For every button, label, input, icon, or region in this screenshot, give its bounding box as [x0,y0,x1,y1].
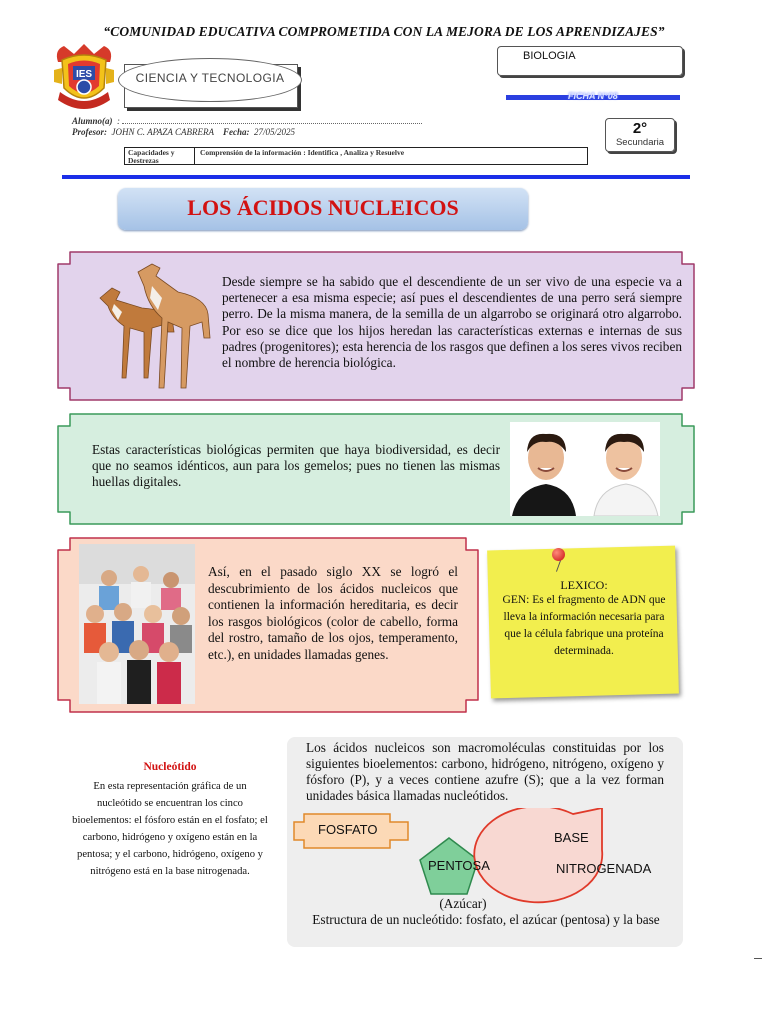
skills-header: Capacidades y Destrezas [125,148,195,164]
skills-table [124,147,588,165]
school-motto: “COMUNIDAD EDUCATIVA COMPROMETIDA CON LA MEJORA DE LOS APRENDIZAJES” [103,24,665,39]
alumno-value: : [117,116,121,126]
diversity-panel [56,412,696,526]
heredity-panel [56,250,696,402]
skills-value: Comprensión de la información : Identifica , Analiza y Resuelve [200,148,405,157]
area-label: CIENCIA Y TECNOLOGIA [118,58,302,102]
logo-letters: IES [75,69,93,80]
diversity-text: Estas características biológicas permiten que haya biodiversidad, es decir que no seamos idénticos, aun para los gemelos; pues no tienen las mismas huellas digitales. [92,442,500,490]
nucleotide-title: Nucleótido [143,761,197,773]
lexicon-definition: GEN: Es el fragmento de ADN que lleva la información necesaria para que la célula fabrique una proteína determinada. [502,594,666,657]
fecha-label: Fecha: [223,127,250,137]
lexicon-title: LEXICO: [560,578,608,592]
push-pin-icon [552,548,565,561]
grade-box [605,118,675,152]
lexicon-content [500,578,668,660]
profesor-row [72,127,512,138]
page-edge-mark [754,958,762,959]
discovery-panel [56,536,480,714]
phosphate-label: FOSFATO [318,822,378,837]
alumno-blank-line[interactable] [122,116,422,124]
profesor-name: JOHN C. APAZA CABRERA [111,127,214,137]
student-info [72,116,512,138]
subject-label: BIOLOGIA [497,46,683,76]
base-label-line1: BASE [554,830,589,845]
heredity-text: Desde siempre se ha sabido que el descendiente de un ser vivo de una especie va a pertenecer a esa misma especie; así pues el descendientes de una perro será siempre perro. De la misma manera, de la semilla de un algarrobo se originará otro algarrobo. Por eso se dice que los hijos heredan las características externas e internas de sus padres (progenitores); esta herencia de los rasgos que definen a los seres vivos reciben el nombre de herencia biológica. [222,274,682,371]
profesor-label: Profesor: [72,127,107,137]
grade-number: 2° [632,120,648,137]
nucleotide-diagram [290,808,680,904]
ficha-label: FICHA N°08 [568,91,618,101]
sugar-label: (Azúcar) [439,896,487,911]
alumno-label: Alumno(a) [72,116,113,126]
base-shape [474,808,602,902]
nucleotide-description: En esta representación gráfica de un nucleótido se encuentran los cinco bioelementos: el fósforo están en el fosfato; el carbono, hidrógeno y oxígeno están en la pentosa; y el carbono, hidrógeno, oxígeno y nitrógeno está en la base nitrogenada. [72,781,268,877]
grade-label: Secundaria [615,137,665,148]
student-group-image [79,544,195,704]
discovery-text: Así, en el pasado siglo XX se logró el descubrimiento de los ácidos nucleicos que contienen la información hereditaria, es decir los rasgos biológicos (color de cabello, forma del rostro, tamaño de los ojos, temperamento, etc.), en unidades llamadas genes. [208,564,458,662]
structure-intro: Los ácidos nucleicos son macromoléculas constituidas por los siguientes bioelementos: carbono, hidrógeno, nitrógeno, oxígeno y fósforo (P), y a veces contiene azufre (S); que a la vez forman unidades básica llamadas nucleótidos. [306,740,664,803]
structure-caption: Estructura de un nucleótido: fosfato, el azúcar (pentosa) y la base [312,912,660,927]
page-title: LOS ÁCIDOS NUCLEICOS [118,188,528,230]
school-crest-icon [52,40,116,112]
twin-boys-image [510,422,660,516]
base-label-line2: NITROGENADA [556,861,652,876]
blue-divider [62,175,690,179]
fecha-value: 27/05/2025 [254,127,296,137]
alumno-row [72,116,512,127]
greyhound-dogs-image [82,258,222,394]
pentose-label: PENTOSA [428,858,490,873]
